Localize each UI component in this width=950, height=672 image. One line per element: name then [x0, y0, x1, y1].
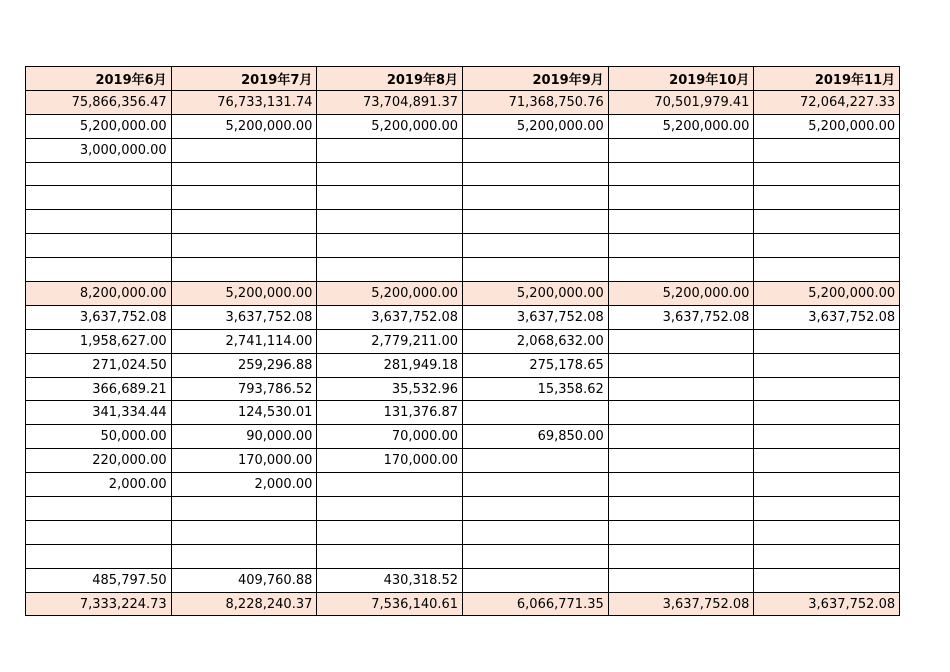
table-cell[interactable]: 3,637,752.08 — [317, 305, 463, 329]
table-cell[interactable] — [171, 162, 317, 186]
table-cell[interactable] — [608, 138, 754, 162]
table-cell[interactable] — [608, 234, 754, 258]
table-cell[interactable]: 5,200,000.00 — [171, 114, 317, 138]
table-cell[interactable] — [608, 520, 754, 544]
table-row — [26, 353, 900, 377]
table-cell[interactable]: 70,501,979.41 — [608, 90, 754, 114]
table-row — [26, 90, 900, 114]
table-cell[interactable]: 5,200,000.00 — [608, 114, 754, 138]
table-cell[interactable] — [171, 234, 317, 258]
table-cell[interactable] — [754, 377, 900, 401]
table-cell[interactable]: 281,949.18 — [317, 353, 463, 377]
table-cell[interactable]: 75,866,356.47 — [26, 90, 172, 114]
table-cell[interactable] — [463, 234, 609, 258]
table-cell[interactable]: 7,333,224.73 — [26, 592, 172, 616]
table-cell[interactable] — [26, 210, 172, 234]
table-row — [26, 449, 900, 473]
table-cell[interactable] — [754, 568, 900, 592]
table-cell[interactable]: 3,637,752.08 — [171, 305, 317, 329]
table-row — [26, 162, 900, 186]
table-cell[interactable] — [754, 138, 900, 162]
table-cell[interactable] — [608, 401, 754, 425]
table-cell[interactable] — [754, 401, 900, 425]
table-cell[interactable]: 3,000,000.00 — [26, 138, 172, 162]
table-cell[interactable] — [608, 162, 754, 186]
table-cell[interactable] — [317, 138, 463, 162]
table-cell[interactable]: 2,068,632.00 — [463, 329, 609, 353]
table-cell[interactable] — [754, 473, 900, 497]
table-row — [26, 258, 900, 282]
table-cell[interactable]: 170,000.00 — [171, 449, 317, 473]
table-cell[interactable]: 73,704,891.37 — [317, 90, 463, 114]
table-cell[interactable]: 90,000.00 — [171, 425, 317, 449]
table-cell[interactable]: 2,000.00 — [26, 473, 172, 497]
table-cell[interactable] — [608, 497, 754, 521]
table-row — [26, 568, 900, 592]
table-cell[interactable]: 5,200,000.00 — [463, 114, 609, 138]
table-cell[interactable] — [317, 210, 463, 234]
table-cell[interactable] — [754, 497, 900, 521]
table-cell[interactable] — [317, 234, 463, 258]
table-cell[interactable]: 72,064,227.33 — [754, 90, 900, 114]
table-cell[interactable] — [608, 210, 754, 234]
table-row — [26, 497, 900, 521]
table-cell[interactable]: 5,200,000.00 — [463, 282, 609, 306]
table-cell[interactable] — [463, 401, 609, 425]
table-cell[interactable] — [317, 520, 463, 544]
table-cell[interactable] — [171, 544, 317, 568]
table-cell[interactable] — [608, 449, 754, 473]
spreadsheet-table — [25, 66, 900, 616]
table-cell[interactable] — [608, 473, 754, 497]
table-cell[interactable] — [754, 425, 900, 449]
table-cell[interactable]: 6,066,771.35 — [463, 592, 609, 616]
table-cell[interactable] — [317, 544, 463, 568]
table-cell[interactable] — [463, 210, 609, 234]
table-cell[interactable]: 430,318.52 — [317, 568, 463, 592]
table-cell[interactable]: 5,200,000.00 — [26, 114, 172, 138]
table-cell[interactable] — [317, 497, 463, 521]
table-row — [26, 282, 900, 306]
table-cell[interactable] — [26, 186, 172, 210]
table-cell[interactable] — [171, 138, 317, 162]
table-cell[interactable] — [463, 520, 609, 544]
table-cell[interactable] — [754, 353, 900, 377]
table-cell[interactable]: 5,200,000.00 — [754, 282, 900, 306]
table-cell[interactable]: 3,637,752.08 — [463, 305, 609, 329]
table-cell[interactable] — [754, 449, 900, 473]
table-cell[interactable] — [463, 186, 609, 210]
header-cell-aug[interactable]: 2019年8月 — [317, 67, 463, 91]
table-cell[interactable]: 5,200,000.00 — [317, 114, 463, 138]
table-cell[interactable]: 366,689.21 — [26, 377, 172, 401]
table-row — [26, 138, 900, 162]
table-cell[interactable]: 7,536,140.61 — [317, 592, 463, 616]
table-row — [26, 520, 900, 544]
table-row — [26, 186, 900, 210]
table-cell[interactable] — [171, 520, 317, 544]
header-cell-jul[interactable]: 2019年7月 — [171, 67, 317, 91]
table-cell[interactable] — [608, 353, 754, 377]
table-cell[interactable] — [463, 258, 609, 282]
table-cell[interactable] — [171, 497, 317, 521]
table-cell[interactable]: 170,000.00 — [317, 449, 463, 473]
table-cell[interactable]: 8,200,000.00 — [26, 282, 172, 306]
table-cell[interactable]: 5,200,000.00 — [754, 114, 900, 138]
table-cell[interactable] — [171, 210, 317, 234]
table-cell[interactable] — [26, 258, 172, 282]
table-row — [26, 425, 900, 449]
table-cell[interactable] — [754, 544, 900, 568]
table-cell[interactable] — [754, 520, 900, 544]
table-cell[interactable] — [463, 449, 609, 473]
table-row — [26, 114, 900, 138]
table-cell[interactable] — [26, 234, 172, 258]
table-cell[interactable]: 69,850.00 — [463, 425, 609, 449]
table-cell[interactable]: 2,000.00 — [171, 473, 317, 497]
table-cell[interactable]: 220,000.00 — [26, 449, 172, 473]
table-cell[interactable] — [171, 186, 317, 210]
table-cell[interactable]: 35,532.96 — [317, 377, 463, 401]
table-cell[interactable] — [754, 210, 900, 234]
table-cell[interactable]: 3,637,752.08 — [26, 305, 172, 329]
table-cell[interactable]: 15,358.62 — [463, 377, 609, 401]
table-cell[interactable] — [26, 162, 172, 186]
table-cell[interactable] — [463, 568, 609, 592]
table-cell[interactable] — [754, 162, 900, 186]
table-cell[interactable]: 1,958,627.00 — [26, 329, 172, 353]
table-row — [26, 234, 900, 258]
table-cell[interactable] — [26, 497, 172, 521]
table-cell[interactable] — [26, 520, 172, 544]
table-cell[interactable] — [26, 544, 172, 568]
table-row — [26, 329, 900, 353]
table-cell[interactable] — [754, 258, 900, 282]
table-cell[interactable]: 5,200,000.00 — [171, 282, 317, 306]
table-row — [26, 544, 900, 568]
table-cell[interactable]: 409,760.88 — [171, 568, 317, 592]
table-cell[interactable]: 275,178.65 — [463, 353, 609, 377]
table-row — [26, 210, 900, 234]
table-cell[interactable]: 3,637,752.08 — [608, 592, 754, 616]
table-cell[interactable]: 259,296.88 — [171, 353, 317, 377]
table-cell[interactable] — [608, 568, 754, 592]
table-cell[interactable] — [317, 473, 463, 497]
table-cell[interactable]: 2,779,211.00 — [317, 329, 463, 353]
table-cell[interactable] — [463, 544, 609, 568]
table-row — [26, 401, 900, 425]
table-cell[interactable]: 8,228,240.37 — [171, 592, 317, 616]
table-cell[interactable]: 3,637,752.08 — [754, 592, 900, 616]
table-cell[interactable]: 3,637,752.08 — [608, 305, 754, 329]
header-row — [26, 67, 900, 91]
table-cell[interactable]: 76,733,131.74 — [171, 90, 317, 114]
table-row — [26, 305, 900, 329]
table-cell[interactable]: 131,376.87 — [317, 401, 463, 425]
table-cell[interactable] — [317, 186, 463, 210]
table-cell[interactable]: 3,637,752.08 — [754, 305, 900, 329]
table-cell[interactable] — [608, 544, 754, 568]
table-cell[interactable] — [608, 329, 754, 353]
table-row — [26, 592, 900, 616]
table-cell[interactable]: 5,200,000.00 — [317, 282, 463, 306]
table-cell[interactable] — [463, 497, 609, 521]
table-cell[interactable] — [463, 473, 609, 497]
table-cell[interactable] — [754, 186, 900, 210]
table-cell[interactable]: 793,786.52 — [171, 377, 317, 401]
table-cell[interactable]: 71,368,750.76 — [463, 90, 609, 114]
table-cell[interactable] — [754, 329, 900, 353]
table-cell[interactable] — [608, 186, 754, 210]
table-cell[interactable]: 5,200,000.00 — [608, 282, 754, 306]
table-cell[interactable] — [608, 258, 754, 282]
table-row — [26, 377, 900, 401]
table-cell[interactable]: 2,741,114.00 — [171, 329, 317, 353]
table-cell[interactable]: 485,797.50 — [26, 568, 172, 592]
table-cell[interactable] — [463, 138, 609, 162]
table-cell[interactable] — [317, 162, 463, 186]
table-cell[interactable] — [463, 162, 609, 186]
table-body — [26, 90, 900, 616]
table-cell[interactable]: 50,000.00 — [26, 425, 172, 449]
table-cell[interactable] — [317, 258, 463, 282]
table-row — [26, 473, 900, 497]
table-cell[interactable]: 70,000.00 — [317, 425, 463, 449]
header-cell-jun[interactable]: 2019年6月 — [26, 67, 172, 91]
table-cell[interactable]: 124,530.01 — [171, 401, 317, 425]
table-cell[interactable] — [608, 425, 754, 449]
header-cell-oct[interactable]: 2019年10月 — [608, 67, 754, 91]
table-cell[interactable] — [171, 258, 317, 282]
header-cell-sep[interactable]: 2019年9月 — [463, 67, 609, 91]
table-cell[interactable] — [608, 377, 754, 401]
table-cell[interactable]: 341,334.44 — [26, 401, 172, 425]
header-cell-nov[interactable]: 2019年11月 — [754, 67, 900, 91]
table-cell[interactable] — [754, 234, 900, 258]
table-cell[interactable]: 271,024.50 — [26, 353, 172, 377]
